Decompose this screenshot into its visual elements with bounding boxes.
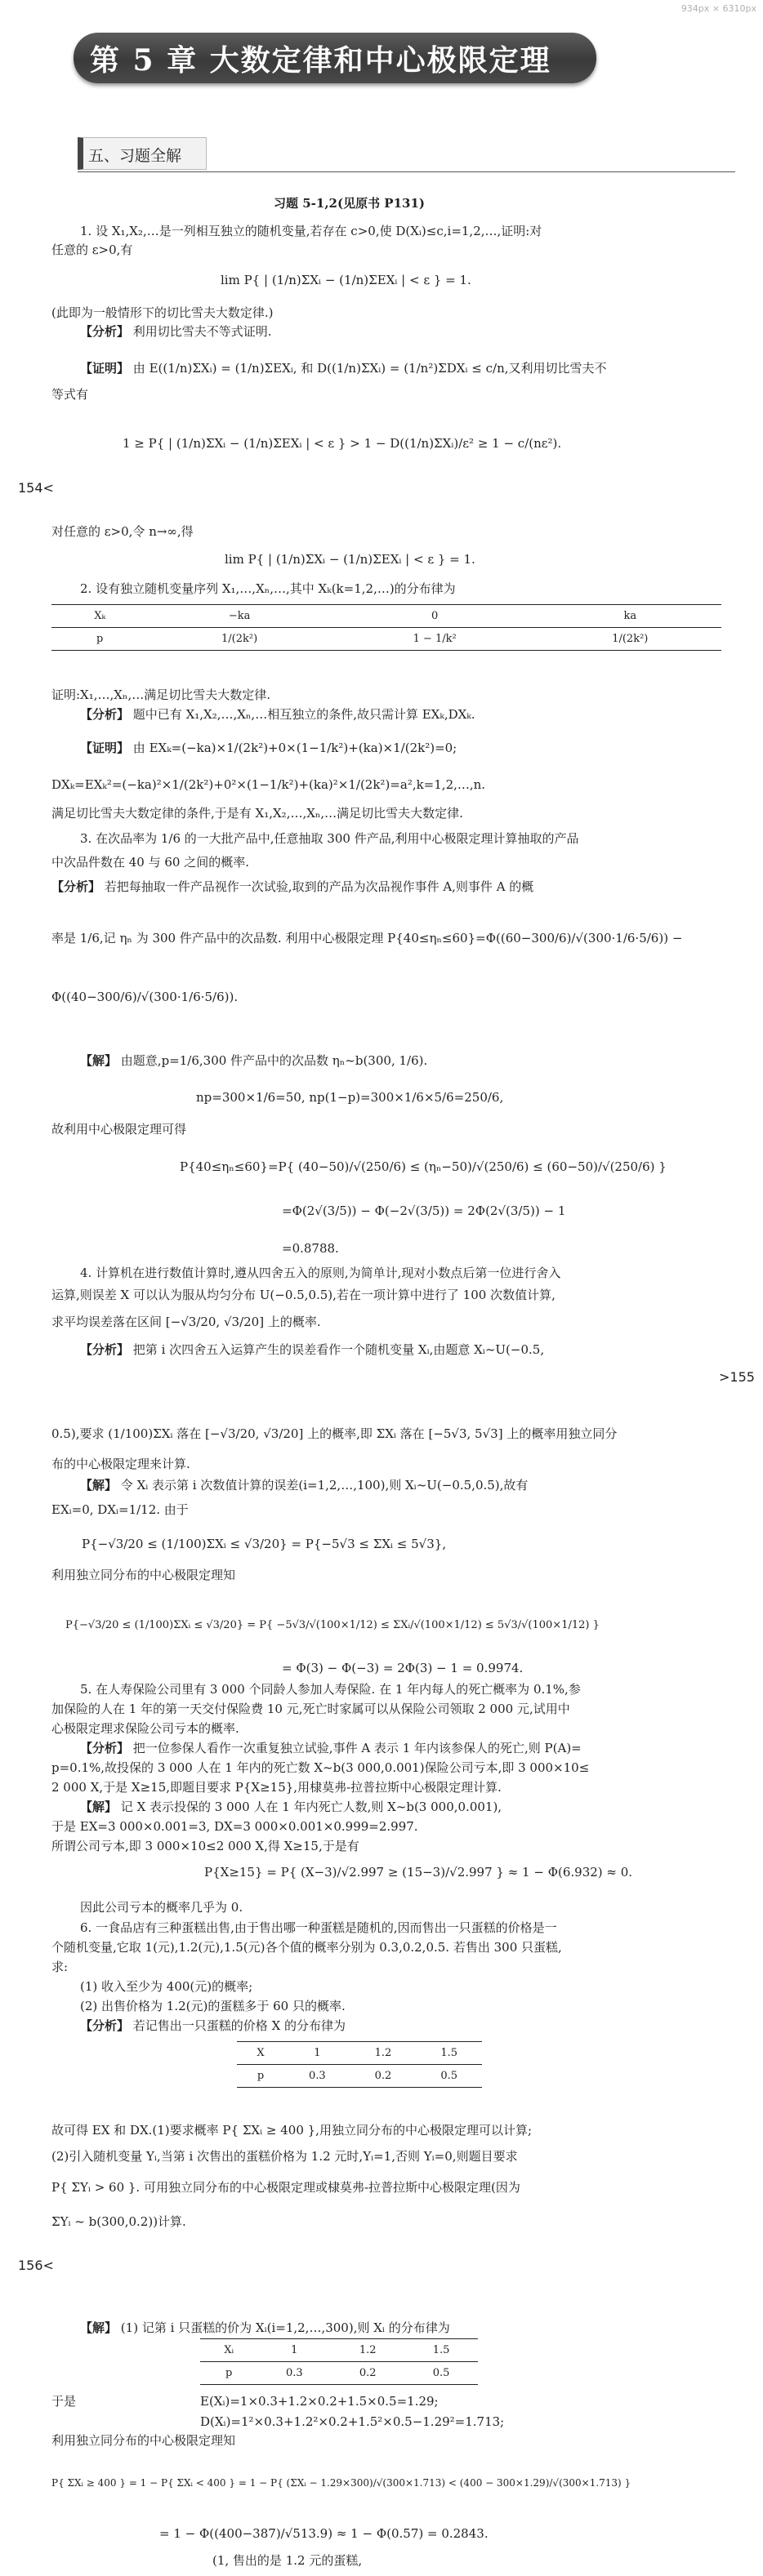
q3-line2: 中次品件数在 40 与 60 之间的概率. [51,855,250,870]
chapter-title: 第 5 章 大数定律和中心极限定理 [90,43,551,78]
table-cell: ka [539,605,721,628]
table-cell: 1.2 [350,2042,417,2065]
q4-line3: 求平均误差落在区间 [−√3/20, √3/20] 上的概率. [51,1315,321,1329]
table-cell: 1.5 [416,2042,482,2065]
table-cell: 1.2 [331,2339,404,2362]
q3-analysis3: Φ((40−300/6)/√(300·1/6·5/6)). [51,990,239,1004]
table-cell: −ka [148,605,330,628]
section-title: 五、习题全解 [88,147,182,165]
q6-e1: E(Xᵢ)=1×0.3+1.2×0.2+1.5×0.5=1.29; [200,2394,439,2409]
q6-distribution-table [237,2041,482,2088]
table-cell: p [237,2065,284,2088]
q6-analysis3: (2)引入随机变量 Yᵢ,当第 i 次售出的蛋糕价格为 1.2 元时,Yᵢ=1,否则 Yᵢ=0,则题目要求 [51,2149,518,2164]
q4-analysis: 把第 i 次四舍五入运算产生的误差看作一个随机变量 Xᵢ,由题意 Xᵢ~U(−0.5, [132,1342,545,1357]
q6-f1: P{ ΣXᵢ ≥ 400 } = 1 − P{ ΣXᵢ < 400 } = 1 − P{ (ΣXᵢ − 1.29×300)/√(300×1.713) < (400 − 300×1.29)/√(300×1.713) } [51,2477,631,2489]
q6-e2: D(Xᵢ)=1²×0.3+1.2²×0.2+1.5²×0.5−1.29²=1.713; [200,2414,505,2429]
q6-use: 利用独立同分布的中心极限定理知 [51,2433,236,2448]
q2-proof3: 满足切比雪夫大数定律的条件,于是有 X₁,X₂,…,Xₙ,…满足切比雪夫大数定律. [51,806,463,821]
q4-s2: EXᵢ=0, DXᵢ=1/12. 由于 [51,1502,189,1517]
exercise-header: 习题 5-1,2(见原书 P131) [274,196,425,211]
page-number-154: 154< [18,480,54,496]
q6-item2: (2) 出售价格为 1.2(元)的蛋糕多于 60 只的概率. [80,1999,346,2013]
table-cell: 0.3 [284,2065,350,2088]
q1-analysis-label: 【分析】 [80,324,130,339]
q2-line2: 证明:X₁,…,Xₙ,…满足切比雪夫大数定律. [51,687,270,702]
q3-solution: 由题意,p=1/6,300 件产品中的次品数 ηₙ~b(300, 1/6). [120,1053,428,1068]
q2-analysis: 题中已有 X₁,X₂,…,Xₙ,…相互独立的条件,故只需计算 EXₖ,DXₖ. [132,707,475,722]
table-cell: 0.3 [257,2362,331,2385]
q5-analysis3: 2 000 X,于是 X≥15,即题目要求 P{X≥15},用棣莫弗-拉普拉斯中心极限定理计算. [51,1780,502,1795]
q3-line1: 3. 在次品率为 1/6 的一大批产品中,任意抽取 300 件产品,利用中心极限定理计算抽取的产品 [80,831,579,846]
q4-line2: 运算,则误差 X 可以认为服从均匀分布 U(−0.5,0.5),若在一项计算中进行了 100 次数值计算, [51,1288,556,1302]
q5-solution: 记 X 表示投保的 3 000 人在 1 年内死亡人数,则 X~b(3 000,0.001), [120,1800,502,1814]
q6-item1: (1) 收入至少为 400(元)的概率; [80,1979,253,1994]
q5-line3: 心极限定理求保险公司亏本的概率. [51,1721,239,1736]
table-row [51,628,721,651]
q3-calc2: =Φ(2√(3/5)) − Φ(−2√(3/5)) = 2Φ(2√(3/5)) − 1 [282,1203,566,1218]
q2-proof-label: 【证明】 [80,741,130,755]
q4-solution: 令 Xᵢ 表示第 i 次数值计算的误差(i=1,2,…,100),则 Xᵢ~U(−0.5,0.5),故有 [120,1478,529,1493]
table-cell: 1/(2k²) [539,628,721,651]
q5-s5: 因此公司亏本的概率几乎为 0. [80,1900,243,1915]
divider [78,171,735,172]
table-cell: X [237,2042,284,2065]
q1-proof2: 等式有 [51,387,89,402]
table-cell: 0.2 [331,2362,404,2385]
q5-analysis: 把一位参保人看作一次重复独立试验,事件 A 表示 1 年内该参保人的死亡,则 P(A)= [132,1741,582,1755]
q6-yushi: 于是 [51,2394,77,2409]
q6-line1: 6. 一食品店有三种蛋糕出售,由于售出哪一种蛋糕是随机的,因而售出一只蛋糕的价格是一 [80,1920,557,1935]
q6-analysis4: P{ ΣYᵢ > 60 }. 可用独立同分布的中心极限定理或棣莫弗-拉普拉斯中心极限定理(因为 [51,2180,520,2195]
q5-solution-label: 【解】 [80,1800,118,1814]
image-size-label: 934px × 6310px [680,3,756,14]
q4-s4: 利用独立同分布的中心极限定理知 [51,1568,236,1582]
q1-note: (此即为一般情形下的切比雪夫大数定律.) [51,305,274,320]
q4-line1: 4. 计算机在进行数值计算时,遵从四舍五入的原则,为简单计,现对小数点后第一位进行舍入 [80,1266,561,1280]
q3-calc3: =0.8788. [282,1241,339,1256]
table-cell: Xᵢ [200,2339,257,2362]
q6-f2: = 1 − Φ((400−387)/√513.9) ≈ 1 − Φ(0.57) = 0.2843. [159,2526,489,2541]
table-cell: p [51,628,148,651]
q3-solution-label: 【解】 [80,1053,118,1068]
table-cell: 1/(2k²) [148,628,330,651]
table-cell: 0 [331,605,539,628]
q6-analysis5: ΣYᵢ ~ b(300,0.2))计算. [51,2214,186,2229]
q6-analysis-label: 【分析】 [80,2018,130,2033]
q1-line2: 任意的 ε>0,有 [51,242,133,257]
q3-analysis2: 率是 1/6,记 ηₙ 为 300 件产品中的次品数. 利用中心极限定理 P{40≤ηₙ≤60}=Φ((60−300/6)/√(300·1/6·5/6)) − [51,931,683,945]
q6-solution-label: 【解】 [80,2320,118,2335]
table-row [200,2339,478,2362]
table-cell: 1 [284,2042,350,2065]
q2-line1: 2. 设有独立随机变量序列 X₁,…,Xₙ,…,其中 Xₖ(k=1,2,…)的分布律为 [80,581,456,596]
q6-solution: (1) 记第 i 只蛋糕的价为 Xᵢ(i=1,2,…,300),则 Xᵢ 的分布律为 [120,2320,450,2335]
q3-calc1: P{40≤ηₙ≤60}=P{ (40−50)/√(250/6) ≤ (ηₙ−50)/√(250/6) ≤ (60−50)/√(250/6) } [180,1159,667,1174]
q1-proof-label: 【证明】 [80,361,130,376]
q1-formula: lim P{ | (1/n)ΣXᵢ − (1/n)ΣEXᵢ | < ε } = 1. [221,273,471,287]
q2-proof: 由 EXₖ=(−ka)×1/(2k²)+0×(1−1/k²)+(ka)×1/(2k²)=0; [132,741,457,755]
q5-s4: P{X≥15} = P{ (X−3)/√2.997 ≥ (15−3)/√2.997 } ≈ 1 − Φ(6.932) ≈ 0. [204,1865,633,1880]
q5-s3: 所谓公司亏本,即 3 000×10≤2 000 X,得 X≥15,于是有 [51,1839,359,1853]
q6-solution-table [200,2338,478,2385]
table-cell: 1 [257,2339,331,2362]
table-cell: 0.2 [350,2065,417,2088]
q3-analysis: 若把每抽取一件产品视作一次试验,取到的产品为次品视作事件 A,则事件 A 的概 [104,879,534,894]
q4-solution-label: 【解】 [80,1478,118,1493]
q5-analysis-label: 【分析】 [80,1741,130,1755]
table-row [51,605,721,628]
q1-conclusion-formula: lim P{ | (1/n)ΣXᵢ − (1/n)ΣEXᵢ | < ε } = 1. [225,552,475,567]
table-cell: Xₖ [51,605,148,628]
table-cell: 1 − 1/k² [331,628,539,651]
q4-analysis-label: 【分析】 [80,1342,130,1357]
q4-analysis2: 0.5),要求 (1/100)ΣXᵢ 落在 [−√3/20, √3/20] 上的概率,即 ΣXᵢ 落在 [−5√3, 5√3] 上的概率用独立同分 [51,1426,618,1441]
q3-then: 故利用中心极限定理可得 [51,1122,187,1137]
q4-analysis3: 布的中心极限定理来计算. [51,1457,190,1471]
page-number-156: 156< [18,2258,54,2273]
q5-line1: 5. 在人寿保险公司里有 3 000 个同龄人参加人寿保险. 在 1 年内每人的死亡概率为 0.1%,参 [80,1682,581,1697]
table-cell: 0.5 [416,2065,482,2088]
q1-proof: 由 E((1/n)ΣXᵢ) = (1/n)ΣEXᵢ, 和 D((1/n)ΣXᵢ) = (1/n²)ΣDXᵢ ≤ c/n,又利用切比雪夫不 [132,361,607,376]
table-cell: 0.5 [404,2362,478,2385]
q6-line3: 求: [51,1960,69,1974]
q2-distribution-table [51,604,721,651]
q2-proof2: DXₖ=EXₖ²=(−ka)²×1/(2k²)+0²×(1−1/k²)+(ka)²×1/(2k²)=a²,k=1,2,…,n. [51,777,486,792]
table-row [237,2065,482,2088]
table-row [200,2362,478,2385]
q6-analysis2: 故可得 EX 和 DX.(1)要求概率 P{ ΣXᵢ ≥ 400 },用独立同分布的中心极限定理可以计算; [51,2123,532,2138]
q5-line2: 加保险的人在 1 年的第一天交付保险费 10 元,死亡时家属可以从保险公司领取 2 000 元,试用中 [51,1702,570,1716]
q1-analysis: 利用切比雪夫不等式证明. [132,324,272,339]
q3-analysis-label: 【分析】 [51,879,101,894]
table-cell: 1.5 [404,2339,478,2362]
page-number-155: >155 [719,1369,755,1385]
q4-s5: P{−√3/20 ≤ (1/100)ΣXᵢ ≤ √3/20} = P{ −5√3/√(100×1/12) ≤ ΣXᵢ/√(100×1/12) ≤ 5√3/√(100×1/12) } [65,1619,600,1631]
table-cell: p [200,2362,257,2385]
q5-analysis2: p=0.1%,故投保的 3 000 人在 1 年内的死亡数 X~b(3 000,0.001)保险公司亏本,即 3 000×10≤ [51,1760,590,1775]
q6-f3: (1, 售出的是 1.2 元的蛋糕, [212,2553,363,2568]
q1-inequality: 1 ≥ P{ | (1/n)ΣXᵢ − (1/n)ΣEXᵢ | < ε } > 1 − D((1/n)ΣXᵢ)/ε² ≥ 1 − c/(nε²). [123,436,562,451]
q6-line2: 个随机变量,它取 1(元),1.2(元),1.5(元)各个值的概率分别为 0.3,0.2,0.5. 若售出 300 只蛋糕, [51,1940,562,1955]
q6-analysis: 若记售出一只蛋糕的价格 X 的分布律为 [132,2018,346,2033]
q1-conclusion: 对任意的 ε>0,令 n→∞,得 [51,524,194,539]
q1-line1: 1. 设 X₁,X₂,…是一列相互独立的随机变量,若存在 c>0,使 D(Xᵢ)≤c,i=1,2,…,证明:对 [80,224,542,238]
q4-s6: = Φ(3) − Φ(−3) = 2Φ(3) − 1 = 0.9974. [282,1661,524,1675]
q2-analysis-label: 【分析】 [80,707,130,722]
q3-np: np=300×1/6=50, np(1−p)=300×1/6×5/6=250/6, [196,1090,504,1105]
q4-s3: P{−√3/20 ≤ (1/100)ΣXᵢ ≤ √3/20} = P{−5√3 ≤ ΣXᵢ ≤ 5√3}, [82,1537,447,1551]
q5-s2: 于是 EX=3 000×0.001=3, DX=3 000×0.001×0.999=2.997. [51,1819,418,1834]
table-row [237,2042,482,2065]
